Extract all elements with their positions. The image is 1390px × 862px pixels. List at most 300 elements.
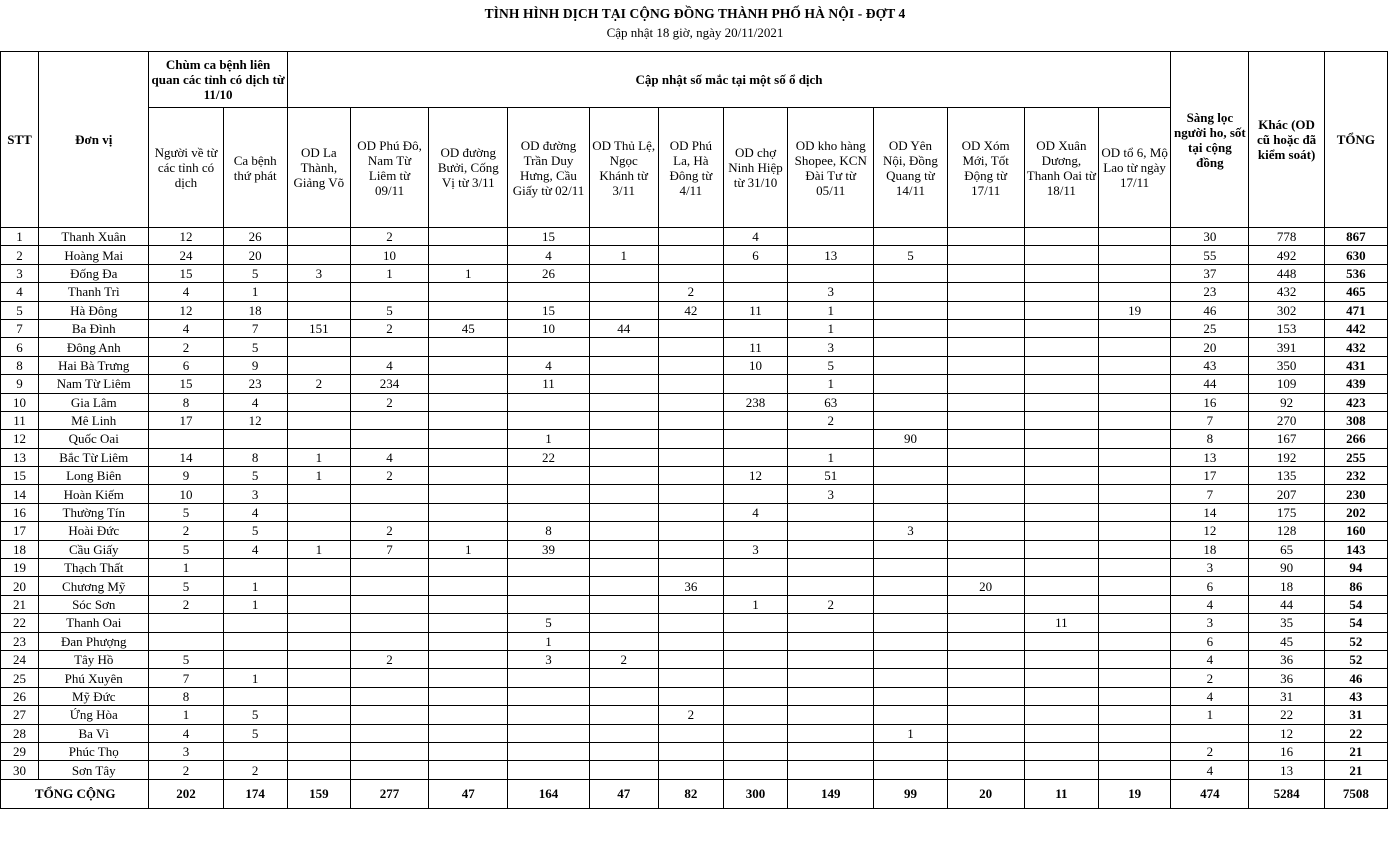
subheader-10: OD Yên Nội, Đồng Quang từ 14/11 [874, 108, 947, 228]
cell-value [947, 246, 1024, 264]
cell-other: 153 [1249, 319, 1324, 337]
cell-value [508, 338, 589, 356]
cell-stt: 10 [1, 393, 39, 411]
cell-value [429, 301, 508, 319]
cell-screening: 20 [1171, 338, 1249, 356]
totals-value: 99 [874, 779, 947, 808]
cell-value [947, 559, 1024, 577]
cell-value [788, 761, 874, 779]
cell-value: 1 [350, 264, 428, 282]
cell-value [1024, 724, 1098, 742]
cell-unit: Phú Xuyên [39, 669, 149, 687]
cell-value [429, 467, 508, 485]
cell-value: 10 [508, 319, 589, 337]
cell-unit: Đông Anh [39, 338, 149, 356]
cell-total: 423 [1324, 393, 1387, 411]
cell-value: 1 [723, 595, 787, 613]
cell-value: 10 [723, 356, 787, 374]
cell-value [508, 503, 589, 521]
cell-total: 432 [1324, 338, 1387, 356]
cell-value: 45 [429, 319, 508, 337]
cell-value: 2 [149, 595, 223, 613]
cell-total: 442 [1324, 319, 1387, 337]
cell-value [947, 706, 1024, 724]
cell-value [1024, 669, 1098, 687]
subheader-13: OD tổ 6, Mộ Lao từ ngày 17/11 [1098, 108, 1170, 228]
cell-unit: Hoàn Kiếm [39, 485, 149, 503]
cell-value [947, 614, 1024, 632]
cell-value [508, 559, 589, 577]
cell-value [1098, 393, 1170, 411]
cell-stt: 25 [1, 669, 39, 687]
cell-value [723, 375, 787, 393]
cell-unit: Ba Vì [39, 724, 149, 742]
cell-other: 31 [1249, 687, 1324, 705]
cell-value [589, 228, 658, 246]
cell-value [788, 540, 874, 558]
subheader-2: OD La Thành, Giảng Võ [287, 108, 350, 228]
cell-stt: 27 [1, 706, 39, 724]
cell-total: 630 [1324, 246, 1387, 264]
cell-value: 2 [149, 338, 223, 356]
cell-value [1024, 522, 1098, 540]
cell-value [1098, 228, 1170, 246]
cell-value: 1 [429, 264, 508, 282]
cell-unit: Tây Hồ [39, 650, 149, 668]
cell-value [723, 522, 787, 540]
cell-value: 5 [223, 264, 287, 282]
cell-value: 7 [149, 669, 223, 687]
cell-value [658, 632, 723, 650]
cell-value: 2 [350, 319, 428, 337]
cell-value [947, 632, 1024, 650]
cell-total: 308 [1324, 411, 1387, 429]
cell-value [1024, 577, 1098, 595]
cell-other: 391 [1249, 338, 1324, 356]
cell-value [788, 614, 874, 632]
subheader-7: OD Phú La, Hà Đông từ 4/11 [658, 108, 723, 228]
cell-value [149, 614, 223, 632]
cell-value [723, 614, 787, 632]
cell-screening: 4 [1171, 650, 1249, 668]
cell-screening: 4 [1171, 687, 1249, 705]
cell-total: 232 [1324, 467, 1387, 485]
cell-value [1098, 338, 1170, 356]
cell-value [508, 595, 589, 613]
cell-value [723, 577, 787, 595]
cell-value [658, 687, 723, 705]
cell-value: 4 [508, 356, 589, 374]
table-row [1, 430, 1388, 448]
cell-value [788, 687, 874, 705]
subheader-1: Ca bệnh thứ phát [223, 108, 287, 228]
cell-other: 90 [1249, 559, 1324, 577]
cell-value [788, 632, 874, 650]
subheader-4: OD đường Bưởi, Cống Vị từ 3/11 [429, 108, 508, 228]
cell-value [350, 742, 428, 760]
cell-value [508, 485, 589, 503]
cell-stt: 13 [1, 448, 39, 466]
cell-other: 492 [1249, 246, 1324, 264]
cell-stt: 4 [1, 283, 39, 301]
table-row [1, 503, 1388, 521]
cell-value: 3 [874, 522, 947, 540]
cell-value [874, 467, 947, 485]
cell-value [287, 522, 350, 540]
cell-value [723, 559, 787, 577]
cell-value [788, 503, 874, 521]
table-row [1, 283, 1388, 301]
cell-value [874, 375, 947, 393]
cell-other: 778 [1249, 228, 1324, 246]
cell-screening: 1 [1171, 706, 1249, 724]
cell-value [947, 375, 1024, 393]
cell-value [874, 393, 947, 411]
cell-value [589, 411, 658, 429]
cell-unit: Đống Đa [39, 264, 149, 282]
cell-value [429, 522, 508, 540]
cell-value [149, 632, 223, 650]
cell-unit: Gia Lâm [39, 393, 149, 411]
cell-value [287, 228, 350, 246]
cell-value [658, 228, 723, 246]
table-row [1, 669, 1388, 687]
cell-value: 12 [149, 228, 223, 246]
cell-value [788, 669, 874, 687]
cell-value [429, 503, 508, 521]
cell-value [1024, 559, 1098, 577]
cell-total: 21 [1324, 761, 1387, 779]
table-row [1, 301, 1388, 319]
cell-value [1024, 632, 1098, 650]
cell-value [1098, 467, 1170, 485]
cell-value [723, 724, 787, 742]
cell-screening: 17 [1171, 467, 1249, 485]
cell-total: 230 [1324, 485, 1387, 503]
cell-value [429, 485, 508, 503]
cell-value [874, 614, 947, 632]
cell-value [788, 577, 874, 595]
cell-value: 2 [350, 467, 428, 485]
cell-other: 302 [1249, 301, 1324, 319]
cell-value [658, 246, 723, 264]
cell-value [874, 742, 947, 760]
cell-value: 4 [223, 503, 287, 521]
cell-value [947, 503, 1024, 521]
cell-value [589, 393, 658, 411]
cell-screening: 6 [1171, 577, 1249, 595]
cell-value [723, 761, 787, 779]
cell-unit: Cầu Giấy [39, 540, 149, 558]
subheader-11: OD Xóm Mới, Tốt Động từ 17/11 [947, 108, 1024, 228]
cell-value [947, 650, 1024, 668]
cell-value: 1 [223, 669, 287, 687]
cell-value: 6 [149, 356, 223, 374]
cell-stt: 9 [1, 375, 39, 393]
cell-other: 192 [1249, 448, 1324, 466]
cell-value [1024, 319, 1098, 337]
cell-value: 2 [350, 522, 428, 540]
cell-value [350, 485, 428, 503]
cell-stt: 23 [1, 632, 39, 650]
cell-value [149, 430, 223, 448]
cell-value [508, 742, 589, 760]
cell-value [589, 614, 658, 632]
cell-value [589, 522, 658, 540]
cell-value [429, 228, 508, 246]
cell-total: 431 [1324, 356, 1387, 374]
cell-value [1098, 577, 1170, 595]
cell-other: 128 [1249, 522, 1324, 540]
cell-unit: Thanh Oai [39, 614, 149, 632]
cell-stt: 2 [1, 246, 39, 264]
cell-screening: 13 [1171, 448, 1249, 466]
cell-value [947, 467, 1024, 485]
cell-unit: Hà Đông [39, 301, 149, 319]
cell-value [589, 467, 658, 485]
cell-total: 255 [1324, 448, 1387, 466]
cell-value [429, 724, 508, 742]
cell-value [287, 577, 350, 595]
table-row [1, 742, 1388, 760]
table-row [1, 393, 1388, 411]
cell-screening: 6 [1171, 632, 1249, 650]
cell-value [589, 595, 658, 613]
cell-value [589, 687, 658, 705]
cell-value [658, 485, 723, 503]
table-row [1, 467, 1388, 485]
cell-value: 2 [350, 650, 428, 668]
cell-value [1098, 761, 1170, 779]
cell-value: 10 [149, 485, 223, 503]
cell-value [723, 687, 787, 705]
totals-value: 20 [947, 779, 1024, 808]
cell-value: 4 [723, 503, 787, 521]
cell-value [1098, 540, 1170, 558]
cell-other: 167 [1249, 430, 1324, 448]
cell-value [429, 411, 508, 429]
cell-value [1098, 595, 1170, 613]
cell-value: 4 [350, 448, 428, 466]
cell-total: 86 [1324, 577, 1387, 595]
cell-value [589, 283, 658, 301]
cell-value [429, 283, 508, 301]
totals-label: TỔNG CỘNG [1, 779, 149, 808]
cell-value [287, 503, 350, 521]
cell-value [947, 411, 1024, 429]
cell-screening: 2 [1171, 669, 1249, 687]
cell-value [1098, 356, 1170, 374]
subheader-3: OD Phú Đô, Nam Từ Liêm từ 09/11 [350, 108, 428, 228]
cell-value [223, 430, 287, 448]
cell-screening: 16 [1171, 393, 1249, 411]
cell-value [947, 687, 1024, 705]
cell-value [508, 467, 589, 485]
cell-value [874, 301, 947, 319]
cell-unit: Hoàng Mai [39, 246, 149, 264]
cell-value [874, 319, 947, 337]
table-row [1, 375, 1388, 393]
cell-value: 5 [223, 522, 287, 540]
cell-stt: 3 [1, 264, 39, 282]
cell-screening: 3 [1171, 614, 1249, 632]
cell-stt: 16 [1, 503, 39, 521]
cell-value: 8 [149, 687, 223, 705]
cell-value: 1 [874, 724, 947, 742]
cell-value [508, 411, 589, 429]
cell-value [1098, 742, 1170, 760]
cell-value [589, 724, 658, 742]
cell-value: 12 [149, 301, 223, 319]
subheader-9: OD kho hàng Shopee, KCN Đài Tư từ 05/11 [788, 108, 874, 228]
cell-total: 867 [1324, 228, 1387, 246]
totals-value: 159 [287, 779, 350, 808]
cell-value: 5 [874, 246, 947, 264]
cell-value [1024, 228, 1098, 246]
cell-value: 12 [223, 411, 287, 429]
cell-value [947, 724, 1024, 742]
cell-value: 18 [223, 301, 287, 319]
cell-value [723, 632, 787, 650]
cell-value [947, 742, 1024, 760]
cell-value [589, 540, 658, 558]
cell-stt: 21 [1, 595, 39, 613]
cell-value [723, 264, 787, 282]
cell-value: 2 [149, 761, 223, 779]
cell-value [1098, 503, 1170, 521]
cell-other: 135 [1249, 467, 1324, 485]
cell-value [429, 742, 508, 760]
cell-value: 2 [589, 650, 658, 668]
cell-value [508, 706, 589, 724]
cell-value [658, 448, 723, 466]
cell-value: 23 [223, 375, 287, 393]
cell-value [350, 430, 428, 448]
cell-other: 12 [1249, 724, 1324, 742]
cell-value [287, 742, 350, 760]
cell-value: 8 [149, 393, 223, 411]
cell-value [658, 319, 723, 337]
totals-grand: 7508 [1324, 779, 1387, 808]
cell-value [723, 283, 787, 301]
cell-value: 36 [658, 577, 723, 595]
cell-value [947, 669, 1024, 687]
cell-value [874, 706, 947, 724]
table-row [1, 687, 1388, 705]
cell-value [589, 485, 658, 503]
cell-value [429, 246, 508, 264]
cell-value: 2 [658, 283, 723, 301]
cell-value [508, 724, 589, 742]
cell-value: 1 [223, 595, 287, 613]
cell-value: 3 [223, 485, 287, 503]
cell-stt: 5 [1, 301, 39, 319]
cell-value: 63 [788, 393, 874, 411]
cell-value: 5 [788, 356, 874, 374]
table-row [1, 485, 1388, 503]
table-row [1, 228, 1388, 246]
cell-value: 2 [788, 411, 874, 429]
cell-value [947, 338, 1024, 356]
cell-value: 1 [223, 283, 287, 301]
cell-value [723, 448, 787, 466]
totals-value: 164 [508, 779, 589, 808]
cell-value: 1 [287, 448, 350, 466]
cell-value: 4 [350, 356, 428, 374]
cell-screening: 8 [1171, 430, 1249, 448]
cell-value [1024, 595, 1098, 613]
cell-value [287, 411, 350, 429]
cell-value [287, 393, 350, 411]
cell-other: 35 [1249, 614, 1324, 632]
cell-other: 18 [1249, 577, 1324, 595]
cell-value [429, 761, 508, 779]
table-row [1, 577, 1388, 595]
cell-value [788, 706, 874, 724]
cell-value: 19 [1098, 301, 1170, 319]
cell-total: 43 [1324, 687, 1387, 705]
cell-value: 1 [508, 632, 589, 650]
cell-value [287, 614, 350, 632]
table-row [1, 448, 1388, 466]
cell-value [508, 577, 589, 595]
cell-value: 2 [149, 522, 223, 540]
cell-value [1098, 614, 1170, 632]
totals-screening: 474 [1171, 779, 1249, 808]
cell-value [429, 393, 508, 411]
cell-value: 151 [287, 319, 350, 337]
cell-value [788, 724, 874, 742]
cell-value [429, 595, 508, 613]
cell-value [1024, 742, 1098, 760]
cell-value: 12 [723, 467, 787, 485]
cell-value: 9 [223, 356, 287, 374]
cell-value: 2 [658, 706, 723, 724]
cell-value: 51 [788, 467, 874, 485]
cell-value: 5 [223, 338, 287, 356]
cell-value [1024, 503, 1098, 521]
cell-value: 1 [223, 577, 287, 595]
subheader-12: OD Xuân Dương, Thanh Oai từ 18/11 [1024, 108, 1098, 228]
cell-value [874, 577, 947, 595]
cell-value [350, 559, 428, 577]
cell-other: 432 [1249, 283, 1324, 301]
cell-value: 5 [223, 706, 287, 724]
cell-screening: 30 [1171, 228, 1249, 246]
cell-other: 109 [1249, 375, 1324, 393]
cell-screening: 25 [1171, 319, 1249, 337]
cell-other: 92 [1249, 393, 1324, 411]
cell-total: 439 [1324, 375, 1387, 393]
cell-value [1098, 650, 1170, 668]
page-subtitle: Cập nhật 18 giờ, ngày 20/11/2021 [606, 25, 784, 40]
cell-value: 11 [723, 301, 787, 319]
cell-stt: 18 [1, 540, 39, 558]
cell-value [723, 669, 787, 687]
table-row [1, 411, 1388, 429]
cell-value [947, 761, 1024, 779]
cell-value: 2 [350, 393, 428, 411]
cell-value: 24 [149, 246, 223, 264]
cell-value [658, 559, 723, 577]
subheader-6: OD Thủ Lệ, Ngọc Khánh từ 3/11 [589, 108, 658, 228]
cell-value [947, 319, 1024, 337]
cell-value [287, 706, 350, 724]
cell-stt: 24 [1, 650, 39, 668]
cell-value [350, 595, 428, 613]
cell-value: 42 [658, 301, 723, 319]
totals-value: 174 [223, 779, 287, 808]
